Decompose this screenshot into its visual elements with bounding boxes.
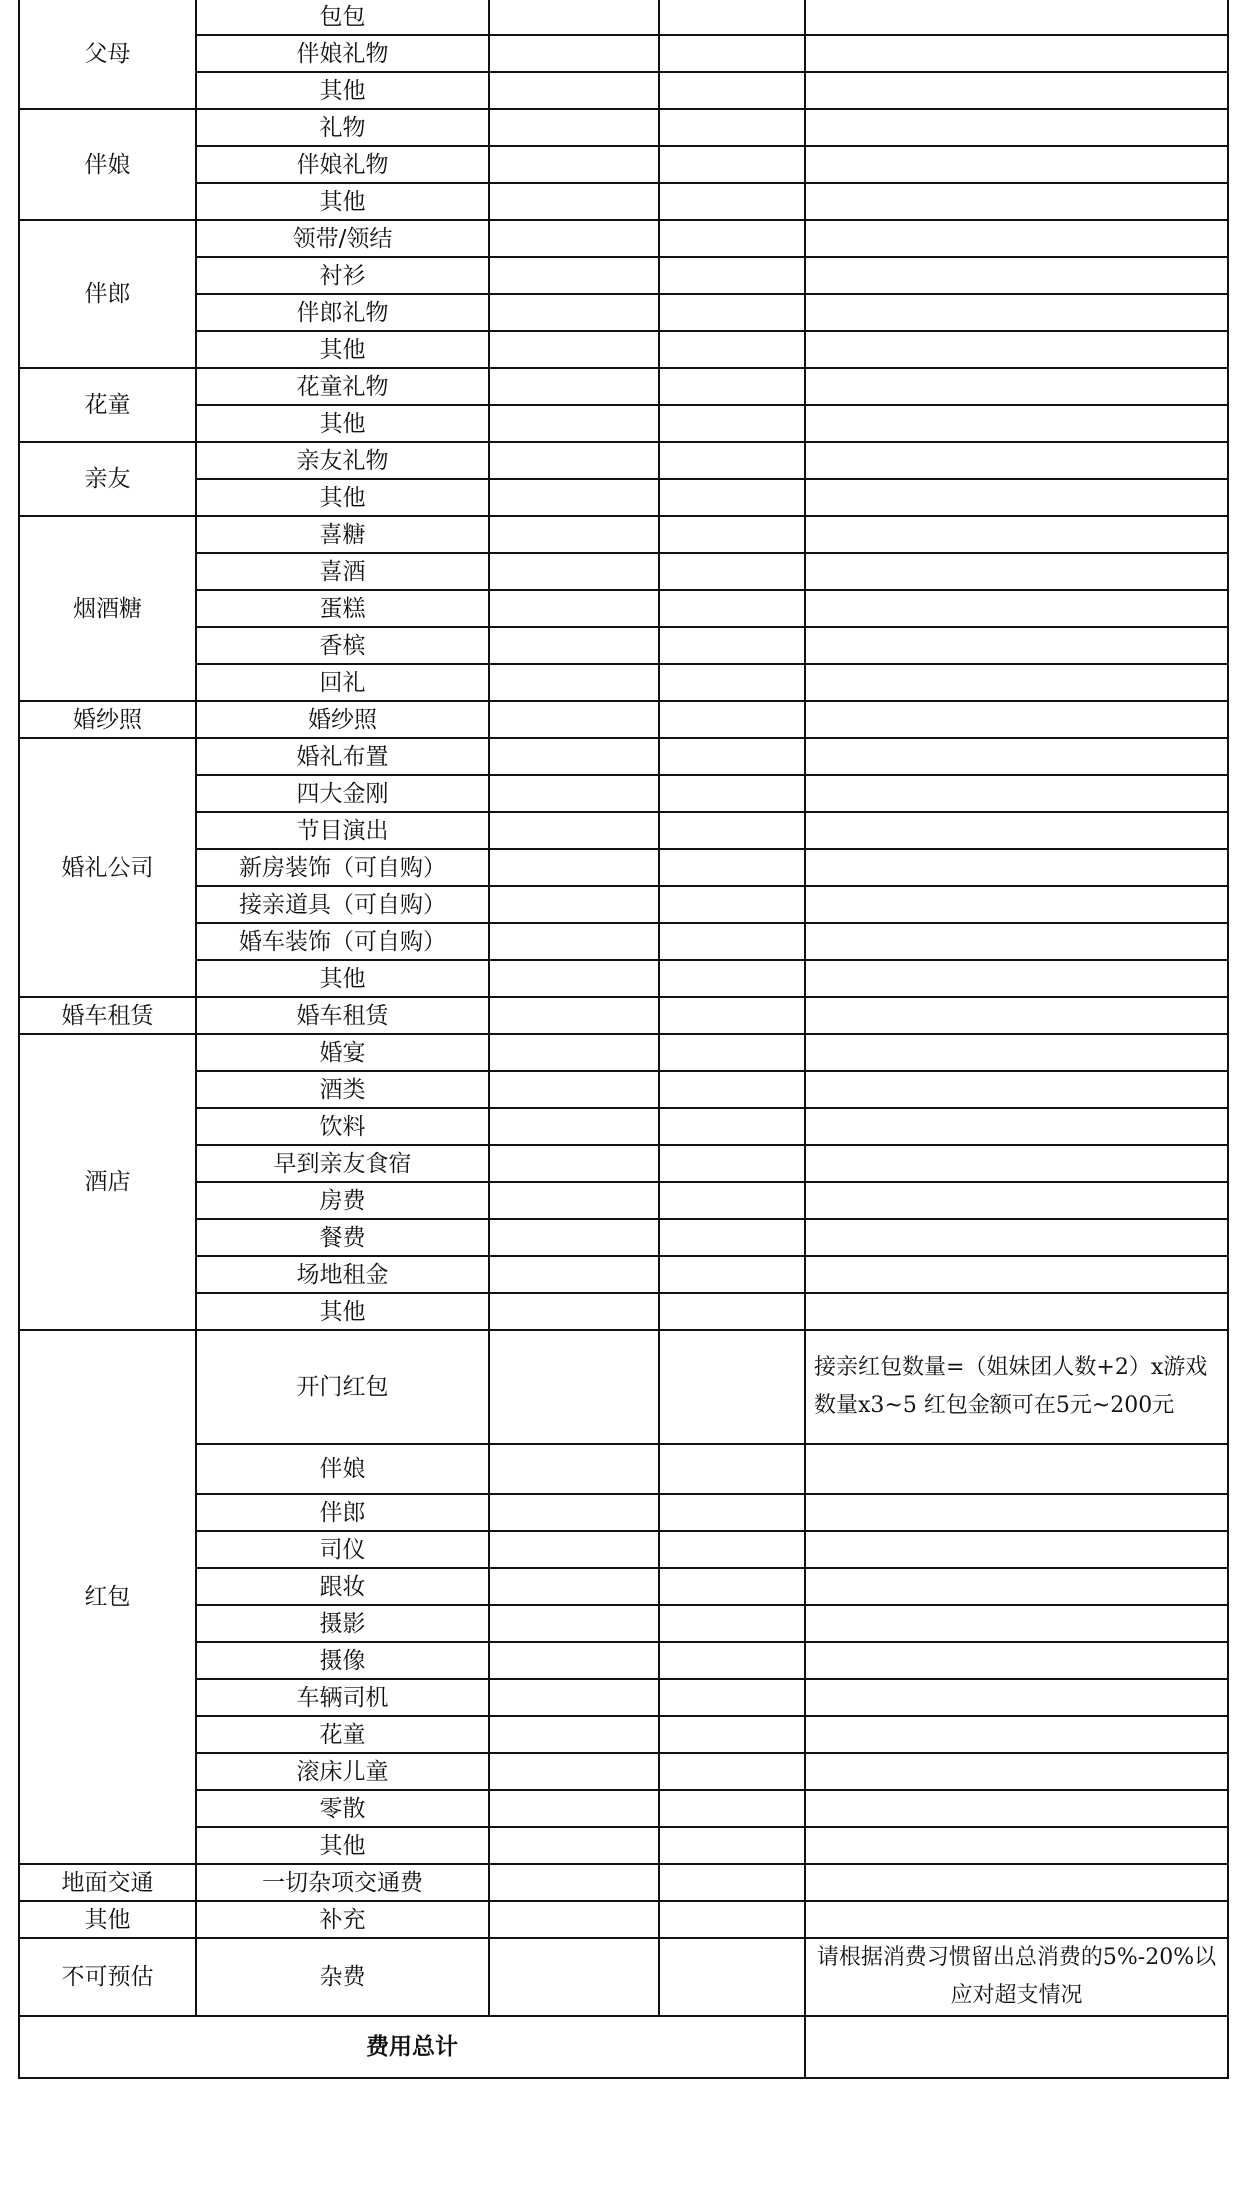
budget-cell[interactable]: [489, 35, 659, 72]
note-cell[interactable]: [805, 257, 1228, 294]
note-cell[interactable]: [805, 1293, 1228, 1330]
actual-cell[interactable]: [659, 1145, 805, 1182]
category-cell: 亲友: [19, 442, 196, 516]
category-cell: 烟酒糖: [19, 516, 196, 701]
actual-cell[interactable]: [659, 960, 805, 997]
actual-cell[interactable]: [659, 1219, 805, 1256]
note-cell[interactable]: [805, 1145, 1228, 1182]
item-cell: 节目演出: [196, 812, 489, 849]
actual-cell[interactable]: [659, 1494, 805, 1531]
actual-cell[interactable]: [659, 442, 805, 479]
table-row: [19, 1605, 1228, 1642]
item-cell: 摄像: [196, 1642, 489, 1679]
budget-cell[interactable]: [489, 997, 659, 1034]
note-cell[interactable]: [805, 997, 1228, 1034]
budget-cell[interactable]: [489, 109, 659, 146]
table-row: [19, 331, 1228, 368]
budget-cell[interactable]: [489, 1444, 659, 1494]
actual-cell[interactable]: [659, 72, 805, 109]
actual-cell[interactable]: [659, 294, 805, 331]
budget-cell[interactable]: [489, 1901, 659, 1938]
note-cell[interactable]: [805, 1219, 1228, 1256]
actual-cell[interactable]: [659, 812, 805, 849]
table-row: [19, 183, 1228, 220]
note-cell[interactable]: [805, 183, 1228, 220]
item-cell: 跟妆: [196, 1568, 489, 1605]
actual-cell[interactable]: [659, 1753, 805, 1790]
table-row: [19, 1034, 1228, 1071]
actual-cell[interactable]: [659, 1938, 805, 2016]
table-row: [19, 479, 1228, 516]
item-cell: 婚车租赁: [196, 997, 489, 1034]
item-cell: 摄影: [196, 1605, 489, 1642]
table-row: [19, 1753, 1228, 1790]
budget-cell[interactable]: [489, 72, 659, 109]
item-cell: 四大金刚: [196, 775, 489, 812]
actual-cell[interactable]: [659, 1531, 805, 1568]
table-row: [19, 1219, 1228, 1256]
actual-cell[interactable]: [659, 146, 805, 183]
budget-cell[interactable]: [489, 664, 659, 701]
category-cell: 婚礼公司: [19, 738, 196, 997]
category-cell: 父母: [19, 0, 196, 109]
budget-cell[interactable]: [489, 923, 659, 960]
table-row: [19, 146, 1228, 183]
table-row: [19, 923, 1228, 960]
note-cell[interactable]: [805, 553, 1228, 590]
actual-cell[interactable]: [659, 1071, 805, 1108]
table-row: [19, 886, 1228, 923]
actual-cell[interactable]: [659, 257, 805, 294]
item-cell: 餐费: [196, 1219, 489, 1256]
note-cell[interactable]: [805, 1864, 1228, 1901]
table-row: [19, 1864, 1228, 1901]
note-cell[interactable]: [805, 1827, 1228, 1864]
budget-cell[interactable]: [489, 1716, 659, 1753]
category-cell: 伴郎: [19, 220, 196, 368]
budget-cell[interactable]: [489, 479, 659, 516]
table-row: [19, 516, 1228, 553]
budget-cell[interactable]: [489, 1531, 659, 1568]
note-cell[interactable]: [805, 1753, 1228, 1790]
table-row: [19, 1679, 1228, 1716]
actual-cell[interactable]: [659, 368, 805, 405]
table-row: [19, 72, 1228, 109]
category-cell: 婚车租赁: [19, 997, 196, 1034]
note-cell[interactable]: [805, 627, 1228, 664]
table-row: [19, 0, 1228, 35]
table-row: [19, 738, 1228, 775]
actual-cell[interactable]: [659, 0, 805, 35]
actual-cell[interactable]: [659, 886, 805, 923]
note-cell[interactable]: [805, 516, 1228, 553]
item-cell: 其他: [196, 1293, 489, 1330]
budget-cell[interactable]: [489, 775, 659, 812]
category-cell: 婚纱照: [19, 701, 196, 738]
note-cell[interactable]: [805, 886, 1228, 923]
note-cell[interactable]: [805, 331, 1228, 368]
budget-cell[interactable]: [489, 294, 659, 331]
note-cell[interactable]: [805, 775, 1228, 812]
note-cell[interactable]: [805, 1071, 1228, 1108]
note-cell[interactable]: [805, 442, 1228, 479]
note-cell[interactable]: [805, 1901, 1228, 1938]
actual-cell[interactable]: [659, 1330, 805, 1444]
category-cell: 不可预估: [19, 1938, 196, 2016]
note-cell[interactable]: [805, 1568, 1228, 1605]
budget-cell[interactable]: [489, 183, 659, 220]
item-cell: 其他: [196, 183, 489, 220]
table-row: [19, 1827, 1228, 1864]
budget-cell[interactable]: [489, 1864, 659, 1901]
item-cell: 蛋糕: [196, 590, 489, 627]
note-cell[interactable]: [805, 960, 1228, 997]
note-cell[interactable]: [805, 72, 1228, 109]
table-row: [19, 1790, 1228, 1827]
actual-cell[interactable]: [659, 1182, 805, 1219]
budget-cell[interactable]: [489, 1568, 659, 1605]
budget-cell[interactable]: [489, 1494, 659, 1531]
budget-cell[interactable]: [489, 849, 659, 886]
actual-cell[interactable]: [659, 1790, 805, 1827]
actual-cell[interactable]: [659, 35, 805, 72]
budget-cell[interactable]: [489, 1790, 659, 1827]
note-cell[interactable]: [805, 1182, 1228, 1219]
table-row: [19, 775, 1228, 812]
note-cell[interactable]: [805, 0, 1228, 35]
table-row: [19, 1938, 1228, 2016]
actual-cell[interactable]: [659, 590, 805, 627]
table-row: [19, 1293, 1228, 1330]
table-row: [19, 1108, 1228, 1145]
actual-cell[interactable]: [659, 1827, 805, 1864]
category-cell: 其他: [19, 1901, 196, 1938]
table-row: [19, 220, 1228, 257]
budget-cell[interactable]: [489, 331, 659, 368]
table-row: [19, 664, 1228, 701]
actual-cell[interactable]: [659, 738, 805, 775]
budget-cell[interactable]: [489, 1293, 659, 1330]
table-row: [19, 849, 1228, 886]
item-cell: 回礼: [196, 664, 489, 701]
note-cell[interactable]: [805, 146, 1228, 183]
item-cell: 礼物: [196, 109, 489, 146]
table-row: [19, 701, 1228, 738]
table-row: [19, 368, 1228, 405]
budget-cell[interactable]: [489, 1256, 659, 1293]
item-cell: 其他: [196, 960, 489, 997]
actual-cell[interactable]: [659, 220, 805, 257]
note-cell[interactable]: [805, 923, 1228, 960]
actual-cell[interactable]: [659, 1034, 805, 1071]
actual-cell[interactable]: [659, 1864, 805, 1901]
item-cell: 早到亲友食宿: [196, 1145, 489, 1182]
item-cell: 婚宴: [196, 1034, 489, 1071]
actual-cell[interactable]: [659, 1901, 805, 1938]
table-row: [19, 1494, 1228, 1531]
item-cell: 滚床儿童: [196, 1753, 489, 1790]
item-cell: 婚车装饰（可自购）: [196, 923, 489, 960]
budget-cell[interactable]: [489, 1938, 659, 2016]
red-envelope-note: 接亲红包数量=（姐妹团人数+2）x游戏数量x3~5 红包金额可在5元~200元: [805, 1330, 1228, 1444]
item-cell: 喜酒: [196, 553, 489, 590]
item-cell: 司仪: [196, 1531, 489, 1568]
item-cell: 酒类: [196, 1071, 489, 1108]
actual-cell[interactable]: [659, 775, 805, 812]
budget-cell[interactable]: [489, 701, 659, 738]
note-cell[interactable]: [805, 590, 1228, 627]
actual-cell[interactable]: [659, 1444, 805, 1494]
item-cell: 婚纱照: [196, 701, 489, 738]
note-cell[interactable]: [805, 1256, 1228, 1293]
table-row: [19, 1256, 1228, 1293]
item-cell: 补充: [196, 1901, 489, 1938]
budget-cell[interactable]: [489, 627, 659, 664]
actual-cell[interactable]: [659, 331, 805, 368]
actual-cell[interactable]: [659, 183, 805, 220]
item-cell: 其他: [196, 331, 489, 368]
item-cell: 其他: [196, 72, 489, 109]
actual-cell[interactable]: [659, 1108, 805, 1145]
note-cell[interactable]: [805, 479, 1228, 516]
item-cell: 杂费: [196, 1938, 489, 2016]
budget-cell[interactable]: [489, 1108, 659, 1145]
budget-cell[interactable]: [489, 1827, 659, 1864]
actual-cell[interactable]: [659, 664, 805, 701]
table-row: [19, 1531, 1228, 1568]
budget-cell[interactable]: [489, 1145, 659, 1182]
item-cell: 喜糖: [196, 516, 489, 553]
item-cell: 一切杂项交通费: [196, 1864, 489, 1901]
note-cell[interactable]: [805, 664, 1228, 701]
note-cell[interactable]: [805, 1531, 1228, 1568]
table-row: [19, 627, 1228, 664]
table-row: [19, 1642, 1228, 1679]
table-row: [19, 35, 1228, 72]
note-cell[interactable]: [805, 368, 1228, 405]
item-cell: 其他: [196, 479, 489, 516]
actual-cell[interactable]: [659, 1293, 805, 1330]
item-cell: 场地租金: [196, 1256, 489, 1293]
item-cell: 接亲道具（可自购）: [196, 886, 489, 923]
total-label: 费用总计: [19, 2016, 805, 2078]
budget-cell[interactable]: [489, 1642, 659, 1679]
budget-cell[interactable]: [489, 1330, 659, 1444]
actual-cell[interactable]: [659, 1716, 805, 1753]
item-cell: 开门红包: [196, 1330, 489, 1444]
actual-cell[interactable]: [659, 553, 805, 590]
table-row: [19, 1568, 1228, 1605]
budget-cell[interactable]: [489, 405, 659, 442]
total-value-cell[interactable]: [805, 2016, 1228, 2078]
table-row: [19, 960, 1228, 997]
category-cell: 花童: [19, 368, 196, 442]
misc-note: 请根据消费习惯留出总消费的5%-20%以应对超支情况: [805, 1938, 1228, 2016]
actual-cell[interactable]: [659, 1679, 805, 1716]
actual-cell[interactable]: [659, 1605, 805, 1642]
item-cell: 伴娘: [196, 1444, 489, 1494]
table-row: [19, 109, 1228, 146]
table-row: [19, 1145, 1228, 1182]
note-cell[interactable]: [805, 1790, 1228, 1827]
actual-cell[interactable]: [659, 701, 805, 738]
item-cell: 亲友礼物: [196, 442, 489, 479]
note-cell[interactable]: [805, 1494, 1228, 1531]
note-cell[interactable]: [805, 405, 1228, 442]
budget-cell[interactable]: [489, 146, 659, 183]
table-row: [19, 997, 1228, 1034]
category-cell: 红包: [19, 1330, 196, 1864]
total-row: [19, 2016, 1228, 2078]
item-cell: 伴郎礼物: [196, 294, 489, 331]
budget-cell[interactable]: [489, 516, 659, 553]
budget-cell[interactable]: [489, 553, 659, 590]
budget-cell[interactable]: [489, 257, 659, 294]
item-cell: 房费: [196, 1182, 489, 1219]
note-cell[interactable]: [805, 1605, 1228, 1642]
table-row: [19, 1444, 1228, 1494]
item-cell: 婚礼布置: [196, 738, 489, 775]
item-cell: 零散: [196, 1790, 489, 1827]
table-row: [19, 1716, 1228, 1753]
note-cell[interactable]: [805, 738, 1228, 775]
item-cell: 车辆司机: [196, 1679, 489, 1716]
note-cell[interactable]: [805, 294, 1228, 331]
item-cell: 伴郎: [196, 1494, 489, 1531]
note-cell[interactable]: [805, 1716, 1228, 1753]
item-cell: 包包: [196, 0, 489, 35]
table-row: [19, 294, 1228, 331]
table-row: [19, 812, 1228, 849]
note-cell[interactable]: [805, 701, 1228, 738]
table-row: [19, 405, 1228, 442]
table-row: [19, 257, 1228, 294]
actual-cell[interactable]: [659, 1256, 805, 1293]
table-row: [19, 553, 1228, 590]
table-row: [19, 442, 1228, 479]
budget-cell[interactable]: [489, 886, 659, 923]
budget-cell[interactable]: [489, 368, 659, 405]
budget-cell[interactable]: [489, 812, 659, 849]
item-cell: 花童礼物: [196, 368, 489, 405]
budget-cell[interactable]: [489, 220, 659, 257]
table-row: [19, 1071, 1228, 1108]
item-cell: 领带/领结: [196, 220, 489, 257]
note-cell[interactable]: [805, 1034, 1228, 1071]
note-cell[interactable]: [805, 1444, 1228, 1494]
actual-cell[interactable]: [659, 627, 805, 664]
actual-cell[interactable]: [659, 405, 805, 442]
note-cell[interactable]: [805, 109, 1228, 146]
actual-cell[interactable]: [659, 516, 805, 553]
item-cell: 伴娘礼物: [196, 146, 489, 183]
table-row: [19, 1330, 1228, 1444]
budget-cell[interactable]: [489, 590, 659, 627]
note-cell[interactable]: [805, 220, 1228, 257]
category-cell: 地面交通: [19, 1864, 196, 1901]
actual-cell[interactable]: [659, 923, 805, 960]
note-cell[interactable]: [805, 1108, 1228, 1145]
budget-cell[interactable]: [489, 1034, 659, 1071]
actual-cell[interactable]: [659, 109, 805, 146]
item-cell: 伴娘礼物: [196, 35, 489, 72]
actual-cell[interactable]: [659, 1642, 805, 1679]
budget-cell[interactable]: [489, 1071, 659, 1108]
budget-cell[interactable]: [489, 1605, 659, 1642]
budget-cell[interactable]: [489, 0, 659, 35]
actual-cell[interactable]: [659, 849, 805, 886]
budget-cell[interactable]: [489, 738, 659, 775]
note-cell[interactable]: [805, 35, 1228, 72]
note-cell[interactable]: [805, 849, 1228, 886]
note-cell[interactable]: [805, 1642, 1228, 1679]
budget-cell[interactable]: [489, 1753, 659, 1790]
category-cell: 酒店: [19, 1034, 196, 1330]
actual-cell[interactable]: [659, 1568, 805, 1605]
table-row: [19, 590, 1228, 627]
item-cell: 新房装饰（可自购）: [196, 849, 489, 886]
budget-cell[interactable]: [489, 1219, 659, 1256]
category-cell: 伴娘: [19, 109, 196, 220]
table-row: [19, 1182, 1228, 1219]
table-row: [19, 1901, 1228, 1938]
budget-cell[interactable]: [489, 1679, 659, 1716]
item-cell: 其他: [196, 405, 489, 442]
item-cell: 香槟: [196, 627, 489, 664]
note-cell[interactable]: [805, 1679, 1228, 1716]
item-cell: 花童: [196, 1716, 489, 1753]
item-cell: 饮料: [196, 1108, 489, 1145]
actual-cell[interactable]: [659, 479, 805, 516]
item-cell: 其他: [196, 1827, 489, 1864]
actual-cell[interactable]: [659, 997, 805, 1034]
budget-cell[interactable]: [489, 1182, 659, 1219]
note-cell[interactable]: [805, 812, 1228, 849]
wedding-budget-table: [18, 0, 1229, 2079]
budget-cell[interactable]: [489, 960, 659, 997]
budget-cell[interactable]: [489, 442, 659, 479]
item-cell: 衬衫: [196, 257, 489, 294]
